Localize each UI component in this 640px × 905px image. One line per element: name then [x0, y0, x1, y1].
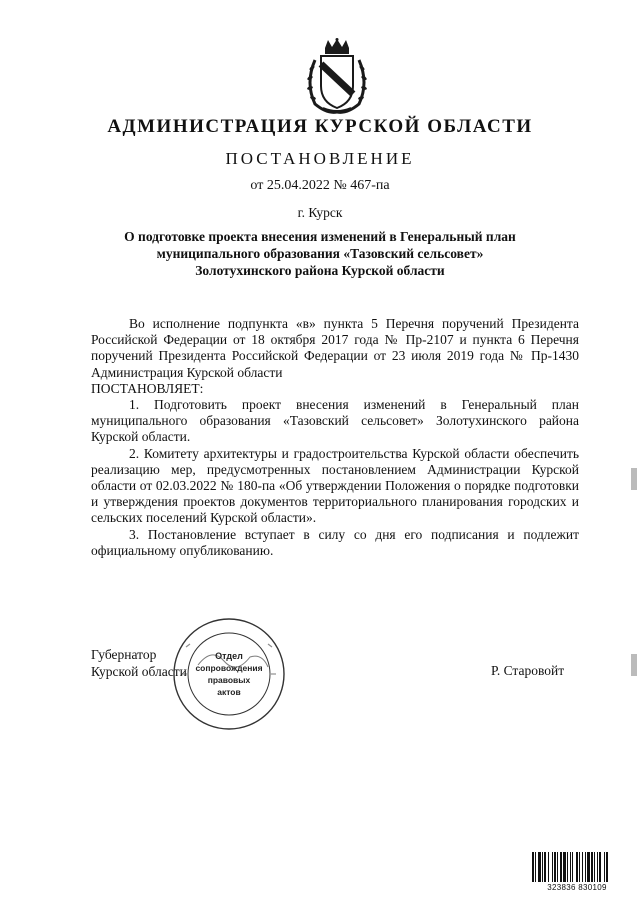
barcode-bar	[552, 852, 553, 882]
barcode-bar	[532, 852, 534, 882]
barcode-bar	[606, 852, 608, 882]
barcode-bar	[591, 852, 593, 882]
decree-word: ПОСТАНОВЛЯЕТ:	[91, 380, 204, 396]
barcode-bar	[576, 852, 578, 882]
barcode-bar	[548, 852, 549, 882]
barcode-bar	[563, 852, 566, 882]
item-3-paragraph: 3. Постановление вступает в силу со дня его подписания и подлежит официальному опубликованию.	[91, 526, 579, 558]
barcode-bar	[542, 852, 543, 882]
barcode-bar	[582, 852, 583, 882]
scan-edge-mark	[631, 654, 637, 676]
barcode-number: 323836 830109	[547, 883, 607, 892]
stamp-center-line-1: Отдел	[215, 651, 243, 661]
barcode-bar	[544, 852, 546, 882]
item-2-paragraph: 2. Комитету архитектуры и градостроительства Курской области обеспечить реализацию мер, предусмотренных постановлением Администрации Курской области от 02.03.2022 № 180-па «Об утверждении Положения о порядке подготовки и утверждения проектов документов территориального планирования городских и сельских поселений Курской области».	[91, 445, 579, 526]
barcode-bar	[579, 852, 580, 882]
barcode-bar	[572, 852, 573, 882]
barcode-bar	[597, 852, 598, 882]
coat-of-arms-emblem	[301, 38, 373, 116]
barcode-bar	[560, 852, 562, 882]
scan-edge-mark	[631, 468, 637, 490]
signatory-position-line-2: Курской области	[91, 664, 187, 679]
barcode-bar	[570, 852, 571, 882]
barcode-bar	[599, 852, 601, 882]
barcode-bar	[585, 852, 586, 882]
barcode-bar	[538, 852, 541, 882]
stamp-center-line-2: сопровождения	[195, 663, 263, 673]
item-1-paragraph: 1. Подготовить проект внесения изменений в Генеральный план муниципального образования «Тазовский сельсовет» Золотухинского района Курской области.	[91, 397, 579, 445]
barcode-bar	[594, 852, 595, 882]
signatory-position-line-1: Губернатор	[91, 647, 157, 662]
barcode-bar	[554, 852, 556, 882]
barcode-bar	[557, 852, 558, 882]
barcode-bar	[604, 852, 605, 882]
barcode-bar	[587, 852, 590, 882]
stamp-center-line-3: правовых	[207, 675, 251, 685]
signatory-name: Р. Старовойт	[491, 663, 565, 678]
document-city: г. Курск	[297, 205, 343, 220]
barcode-bar	[535, 852, 536, 882]
barcode-bar	[567, 852, 568, 882]
document-subject	[0, 228, 640, 279]
authority-title: АДМИНИСТРАЦИЯ КУРСКОЙ ОБЛАСТИ	[107, 116, 533, 137]
document-barcode	[531, 852, 623, 886]
subject-line-2: муниципального образования «Тазовский сельсовет»	[156, 246, 484, 261]
preamble-paragraph: Во исполнение подпункта «в» пункта 5 Перечня поручений Президента Российской Федерации от 18 октября 2017 года № Пр-2107 и пункта 6 Перечня поручений Президента Российской Федерации от 23 июля 2019 года № Пр-1430 Администрация Курской области	[91, 316, 579, 380]
document-body	[91, 316, 579, 559]
subject-line-1: О подготовке проекта внесения изменений в Генеральный план	[124, 229, 516, 244]
document-type: ПОСТАНОВЛЕНИЕ	[225, 149, 415, 168]
official-stamp	[172, 617, 286, 731]
subject-line-3: Золотухинского района Курской области	[195, 263, 445, 278]
stamp-center-line-4: актов	[217, 687, 241, 697]
document-number-date: от 25.04.2022 № 467-па	[250, 178, 390, 193]
